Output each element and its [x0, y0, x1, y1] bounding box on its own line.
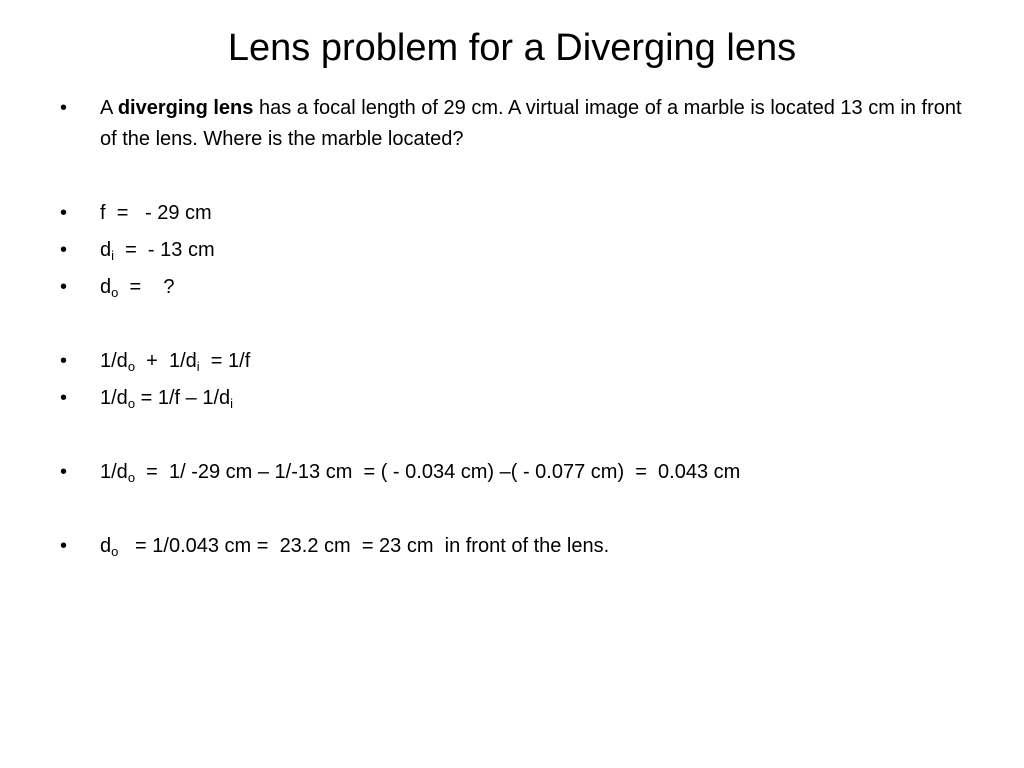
answer — [100, 531, 980, 562]
problem-prefix: A — [100, 97, 113, 119]
calc-sub-a: o — [127, 470, 136, 485]
equation-1 — [100, 346, 980, 377]
bullet-dot: • — [60, 239, 68, 261]
calc-part-a: 1/d — [100, 461, 128, 483]
eq2-part-b: = 1/f – 1/d — [140, 387, 231, 409]
problem-bullet — [60, 93, 980, 155]
bullet-dot: • — [60, 461, 68, 483]
equation-2 — [100, 383, 980, 414]
eq1-sub-b: i — [196, 359, 200, 374]
eq1-part-c: = 1/f — [210, 350, 251, 372]
eq1-part-a: 1/d — [100, 350, 128, 372]
answer-part-a: d — [100, 535, 112, 557]
eq2-sub-b: i — [230, 396, 234, 411]
given-di — [100, 235, 980, 266]
answer-rest: = 1/0.043 cm = 23.2 cm = 23 cm in front of the lens. — [135, 535, 610, 557]
given-di-value: = - 13 cm — [125, 239, 215, 261]
given-do-sub: o — [111, 285, 119, 300]
bullet-dot: • — [60, 97, 68, 119]
eq2-sub-a: o — [127, 396, 136, 411]
given-f — [100, 198, 980, 229]
problem-text — [100, 93, 980, 155]
given-do-label: d — [100, 276, 112, 298]
given-di-label: d — [100, 239, 112, 261]
eq2-part-a: 1/d — [100, 387, 128, 409]
calc-rest: = 1/ -29 cm – 1/-13 cm = ( - 0.034 cm) –( - 0.077 cm) = 0.043 cm — [146, 461, 741, 483]
eq1-part-b: + 1/d — [146, 350, 197, 372]
given-di-sub: i — [111, 248, 115, 263]
bullet-dot: • — [60, 350, 68, 372]
problem-rest: has a focal length of 29 cm. A virtual image of a marble is located 13 cm in front of the lens. Where is the marble located? — [100, 97, 962, 150]
bullet-dot: • — [60, 276, 68, 298]
slide-title: Lens problem for a Diverging lens — [227, 27, 797, 69]
given-f-value: = - 29 cm — [116, 202, 212, 224]
given-f-label: f — [100, 202, 106, 224]
given-do-value: = ? — [129, 276, 175, 298]
bullet-dot: • — [60, 535, 68, 557]
eq1-sub-a: o — [127, 359, 136, 374]
bullet-dot: • — [60, 387, 68, 409]
bullet-dot: • — [60, 202, 68, 224]
answer-sub-a: o — [111, 544, 119, 559]
calculation — [100, 457, 980, 488]
problem-bold: diverging lens — [117, 97, 254, 119]
given-do — [100, 272, 980, 303]
